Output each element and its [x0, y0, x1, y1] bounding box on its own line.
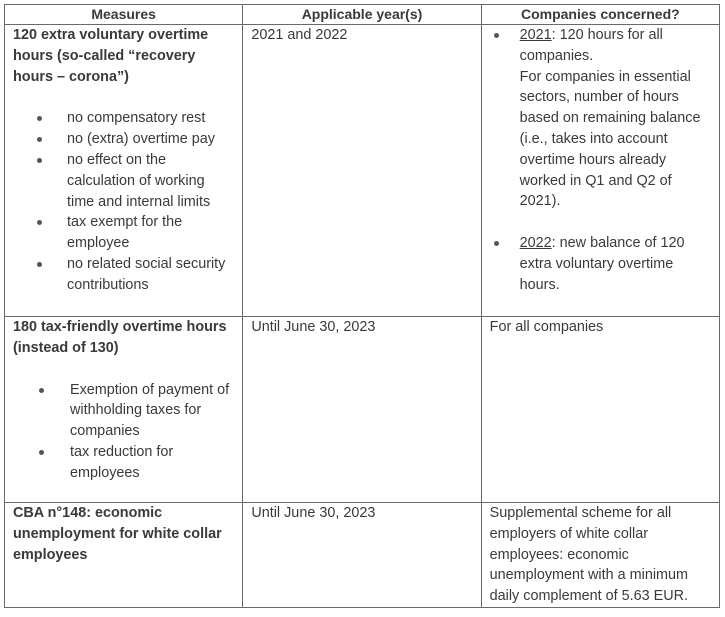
companies-cell — [481, 25, 719, 317]
list-item: 2022: new balance of 120 extra voluntary overtime hours. — [519, 235, 685, 293]
year-label-2021: 2021 — [519, 27, 552, 43]
list-item: no related social security contributions — [67, 255, 226, 293]
table-row — [5, 317, 720, 503]
header-applicable-years: Applicable year(s) — [243, 5, 481, 25]
year-cell: 2021 and 2022 — [243, 25, 481, 317]
header-row — [5, 5, 720, 25]
list-item: no compensatory rest — [67, 110, 206, 127]
companies-cell: For all companies — [481, 317, 719, 503]
year-cell: Until June 30, 2023 — [243, 317, 481, 503]
list-item: tax reduction for employees — [70, 443, 174, 481]
list-item: tax exempt for the employee — [67, 214, 183, 252]
year-label-2022: 2022 — [519, 235, 552, 252]
list-item: no (extra) overtime pay — [67, 131, 215, 148]
year-cell: Until June 30, 2023 — [243, 503, 481, 608]
measure-cell — [5, 503, 243, 608]
measure-cell — [5, 317, 243, 503]
companies-cell: Supplemental scheme for all employers of white collar employees: economic unemployment with a minimum daily complement of 5.63 EUR. — [481, 503, 719, 608]
measure-title: CBA n°148: economic unemployment for white collar employees — [13, 505, 222, 563]
companies-bullet-list — [490, 25, 711, 296]
measure-cell — [5, 25, 243, 317]
header-companies-concerned: Companies concerned? — [481, 5, 719, 25]
header-measures: Measures — [5, 5, 243, 25]
measure-bullet-list — [13, 108, 234, 295]
measures-table — [4, 4, 720, 608]
measure-bullet-list — [13, 380, 234, 484]
list-item: no effect on the calculation of working time and internal limits — [67, 151, 211, 210]
table-row — [5, 25, 720, 317]
list-item: 2021: 120 hours for all companies. For companies in essential sectors, number of hours based on remaining balance (i.e., takes into account overtime hours already worked in Q1 and Q2 of 2021). — [519, 27, 701, 210]
table-row — [5, 503, 720, 608]
list-item: Exemption of payment of withholding taxes for companies — [70, 381, 230, 440]
measure-title: 120 extra voluntary overtime hours (so-called “recovery hours – corona”) — [13, 27, 209, 85]
measure-title: 180 tax-friendly overtime hours (instead of 130) — [13, 319, 227, 356]
